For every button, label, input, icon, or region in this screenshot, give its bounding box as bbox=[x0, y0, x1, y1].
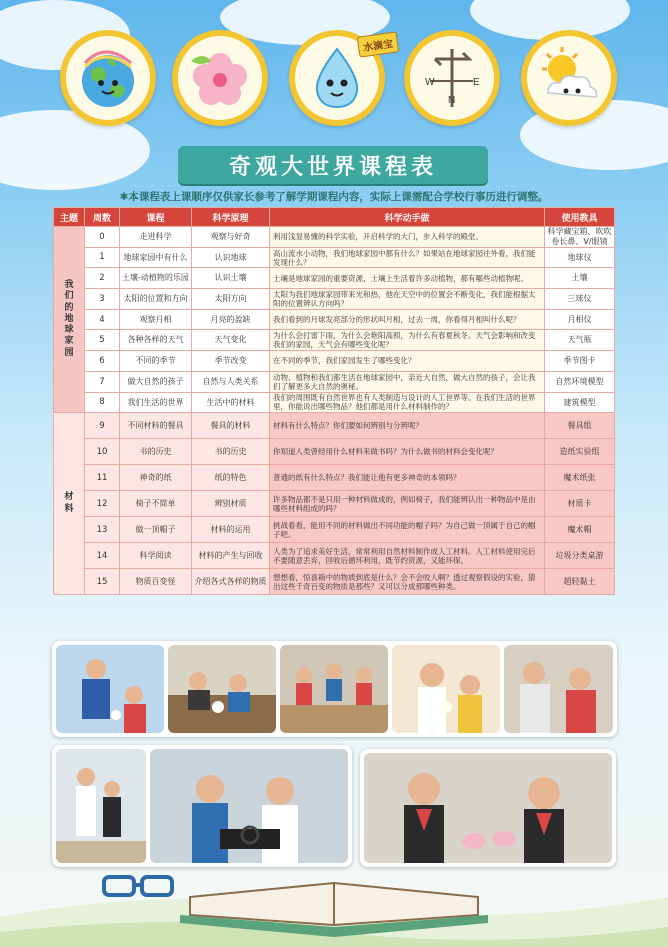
table-row bbox=[54, 569, 615, 595]
week-cell: 10 bbox=[85, 439, 120, 465]
water-drop-badge-label: 水滴宝 bbox=[357, 31, 400, 57]
principle-cell: 生活中的材料 bbox=[192, 392, 270, 413]
column-header: 周数 bbox=[85, 208, 120, 227]
sun-cloud-icon bbox=[532, 41, 606, 115]
week-cell: 9 bbox=[85, 413, 120, 439]
table-row bbox=[54, 309, 615, 330]
principle-cell: 季节改变 bbox=[192, 351, 270, 372]
course-cell: 不同材料的餐具 bbox=[120, 413, 192, 439]
course-cell: 物质百变怪 bbox=[120, 569, 192, 595]
activity-cell: 我们看到的月球发亮部分的形状叫月相，过去一周，你看得月相叫什么呢？ bbox=[270, 309, 545, 330]
tool-cell: 垃圾分类桌游 bbox=[545, 543, 615, 569]
table-row bbox=[54, 465, 615, 491]
activity-cell: 土壤是地球家园的重要资源，土壤上生活着许多动植物，都有哪些动植物呢。 bbox=[270, 268, 545, 289]
svg-text:E: E bbox=[473, 77, 480, 88]
principle-cell: 认识土壤 bbox=[192, 268, 270, 289]
tool-cell: 季节图卡 bbox=[545, 351, 615, 372]
activity-cell: 为什么会打雷下雨，为什么会艳阳高照，为什么有春夏秋冬。天气会影响和改变我们的家园，天气会有哪些变化呢？ bbox=[270, 330, 545, 351]
weathervane-icon bbox=[415, 41, 489, 115]
course-cell: 我们生活的世界 bbox=[120, 392, 192, 413]
glasses-icon bbox=[104, 877, 172, 895]
classroom-photo bbox=[56, 749, 146, 863]
week-cell: 2 bbox=[85, 268, 120, 289]
tool-cell: 餐具组 bbox=[545, 413, 615, 439]
classroom-photo bbox=[504, 645, 613, 733]
table-row bbox=[54, 543, 615, 569]
course-cell: 各种各样的天气 bbox=[120, 330, 192, 351]
table-body bbox=[54, 227, 615, 595]
photo-strip-bottom-right bbox=[360, 749, 616, 867]
week-cell: 8 bbox=[85, 392, 120, 413]
principle-cell: 观察与好奇 bbox=[192, 227, 270, 248]
table-row bbox=[54, 439, 615, 465]
svg-text:N: N bbox=[448, 95, 456, 106]
table-row bbox=[54, 517, 615, 543]
week-cell: 13 bbox=[85, 517, 120, 543]
week-cell: 0 bbox=[85, 227, 120, 248]
activity-cell: 想想看，惊喜箱中的物质到底是什么？会不会咬人啊？透过观察假设的实验，猜出这些千奇百变的物质是那些？又可以分成那哪些种类。 bbox=[270, 569, 545, 595]
activity-cell: 挑战看看，能用不同的材料做出不同功能的帽子吗？为自己做一顶属于自己的帽子吧。 bbox=[270, 517, 545, 543]
activity-cell: 利用浅显易懂的科学实验，开启科学的大门，步入科学的殿堂。 bbox=[270, 227, 545, 248]
table-row bbox=[54, 351, 615, 372]
principle-cell: 自然与人类关系 bbox=[192, 371, 270, 392]
course-cell: 观察月相 bbox=[120, 309, 192, 330]
tool-cell: 三球仪 bbox=[545, 289, 615, 310]
classroom-photo bbox=[150, 749, 348, 863]
activity-cell: 太阳为我们地球家园带来光和热，他在天空中的位置会不断变化，我们能根据太阳的位置辨认方向吗？ bbox=[270, 289, 545, 310]
principle-cell: 天气变化 bbox=[192, 330, 270, 351]
classroom-photo bbox=[280, 645, 388, 733]
page-title: 奇观大世界课程表 bbox=[178, 146, 488, 184]
week-cell: 1 bbox=[85, 247, 120, 268]
week-cell: 14 bbox=[85, 543, 120, 569]
tool-cell: 超轻黏土 bbox=[545, 569, 615, 595]
course-cell: 土壤-动植物的乐园 bbox=[120, 268, 192, 289]
week-cell: 4 bbox=[85, 309, 120, 330]
course-cell: 走进科学 bbox=[120, 227, 192, 248]
course-cell: 太阳的位置和方向 bbox=[120, 289, 192, 310]
icon-row bbox=[0, 30, 668, 130]
principle-cell: 认识地球 bbox=[192, 247, 270, 268]
table-header-row bbox=[54, 208, 615, 227]
course-cell: 科学阅读 bbox=[120, 543, 192, 569]
table-row bbox=[54, 268, 615, 289]
week-cell: 15 bbox=[85, 569, 120, 595]
tool-cell: 材质卡 bbox=[545, 491, 615, 517]
week-cell: 12 bbox=[85, 491, 120, 517]
week-cell: 6 bbox=[85, 351, 120, 372]
tool-cell: 自然环境模型 bbox=[545, 371, 615, 392]
tool-cell: 造纸实验组 bbox=[545, 439, 615, 465]
principle-cell: 材料的产生与回收 bbox=[192, 543, 270, 569]
tool-cell: 魔术纸张 bbox=[545, 465, 615, 491]
course-cell: 书的历史 bbox=[120, 439, 192, 465]
tool-cell: 建筑模型 bbox=[545, 392, 615, 413]
weathervane-icon-badge bbox=[404, 30, 500, 126]
principle-cell: 辨别材质 bbox=[192, 491, 270, 517]
column-header: 主题 bbox=[54, 208, 85, 227]
course-cell: 神奇的纸 bbox=[120, 465, 192, 491]
tool-cell: 土壤 bbox=[545, 268, 615, 289]
photo-strip-top bbox=[52, 641, 617, 737]
principle-cell: 餐具的材料 bbox=[192, 413, 270, 439]
column-header: 课程 bbox=[120, 208, 192, 227]
column-header: 科学原理 bbox=[192, 208, 270, 227]
activity-cell: 在不同的季节，我们家园发生了哪些变化？ bbox=[270, 351, 545, 372]
tool-cell: 地球仪 bbox=[545, 247, 615, 268]
table-row bbox=[54, 491, 615, 517]
activity-cell: 高山流水小动物，我们地球家园中都有什么？如果站在地球家园往外看，我们能发现什么？ bbox=[270, 247, 545, 268]
tool-cell: 科学藏宝箱、吹吹卷长鼻、V/眼镜 bbox=[545, 227, 615, 248]
photo-strip-bottom bbox=[52, 745, 352, 867]
schedule-notice: ✱本课程表上课顺序仅供家长参考了解学期课程内容，实际上课需配合学校行事历进行调整。 bbox=[119, 191, 549, 203]
principle-cell: 太阳方向 bbox=[192, 289, 270, 310]
classroom-photo bbox=[168, 645, 276, 733]
course-cell: 椅子不简单 bbox=[120, 491, 192, 517]
activity-cell: 你知道人类曾经用什么材料来做书吗？为什么做书的材料会变化呢？ bbox=[270, 439, 545, 465]
principle-cell: 书的历史 bbox=[192, 439, 270, 465]
table-row bbox=[54, 330, 615, 351]
book-decoration bbox=[0, 857, 668, 947]
tool-cell: 月相仪 bbox=[545, 309, 615, 330]
course-cell: 地球家园中有什么 bbox=[120, 247, 192, 268]
earth-icon-badge bbox=[60, 30, 156, 126]
table-row bbox=[54, 289, 615, 310]
course-schedule-table bbox=[53, 207, 615, 595]
activity-cell: 许多物品都不是只用一种材料做成的，例如椅子，我们能辨认出一种物品中是由哪些材料组成的吗？ bbox=[270, 491, 545, 517]
earth-icon bbox=[71, 41, 145, 115]
table-row bbox=[54, 227, 615, 248]
table-row bbox=[54, 413, 615, 439]
principle-cell: 月亮的盈缺 bbox=[192, 309, 270, 330]
classroom-photo bbox=[56, 645, 164, 733]
activity-cell: 动物、植物和我们都生活在地球家园中，亲近大自然，做大自然的孩子，会让我们了解更多大自然的奥秘。 bbox=[270, 371, 545, 392]
column-header: 使用教具 bbox=[545, 208, 615, 227]
week-cell: 7 bbox=[85, 371, 120, 392]
week-cell: 3 bbox=[85, 289, 120, 310]
column-header: 科学动手做 bbox=[270, 208, 545, 227]
course-cell: 做大自然的孩子 bbox=[120, 371, 192, 392]
table-row bbox=[54, 371, 615, 392]
course-cell: 做一顶帽子 bbox=[120, 517, 192, 543]
theme-cell: 材 料 bbox=[54, 413, 85, 595]
week-cell: 11 bbox=[85, 465, 120, 491]
principle-cell: 纸的特色 bbox=[192, 465, 270, 491]
classroom-photo bbox=[364, 753, 612, 863]
classroom-photo bbox=[392, 645, 500, 733]
sun-cloud-icon-badge bbox=[521, 30, 617, 126]
tool-cell: 天气瓶 bbox=[545, 330, 615, 351]
activity-cell: 材料有什么特点？你们要如何辨别与分辨呢？ bbox=[270, 413, 545, 439]
principle-cell: 介绍各式各样的物质 bbox=[192, 569, 270, 595]
flower-icon bbox=[183, 41, 257, 115]
theme-cell: 我 们 的 地 球 家 园 bbox=[54, 227, 85, 413]
principle-cell: 材料的运用 bbox=[192, 517, 270, 543]
svg-text:W: W bbox=[425, 77, 435, 88]
table-row bbox=[54, 247, 615, 268]
table-row bbox=[54, 392, 615, 413]
activity-cell: 人类为了追求美好生活，常常利用自然材料制作成人工材料。人工材料使用完后不要随意丢弃，回收后循环利用，既节约资源，又能环保。 bbox=[270, 543, 545, 569]
week-cell: 5 bbox=[85, 330, 120, 351]
flower-icon-badge bbox=[172, 30, 268, 126]
activity-cell: 普通的纸有什么特点？我们能让他有更多神奇的本领吗？ bbox=[270, 465, 545, 491]
tool-cell: 魔术帽 bbox=[545, 517, 615, 543]
course-cell: 不同的季节 bbox=[120, 351, 192, 372]
activity-cell: 我们的周围既有自然世界也有人类制造与设计的人工世界等。在我们生活的世界里，你能说出哪些物品？他们都是用什么材料制作的？ bbox=[270, 392, 545, 413]
